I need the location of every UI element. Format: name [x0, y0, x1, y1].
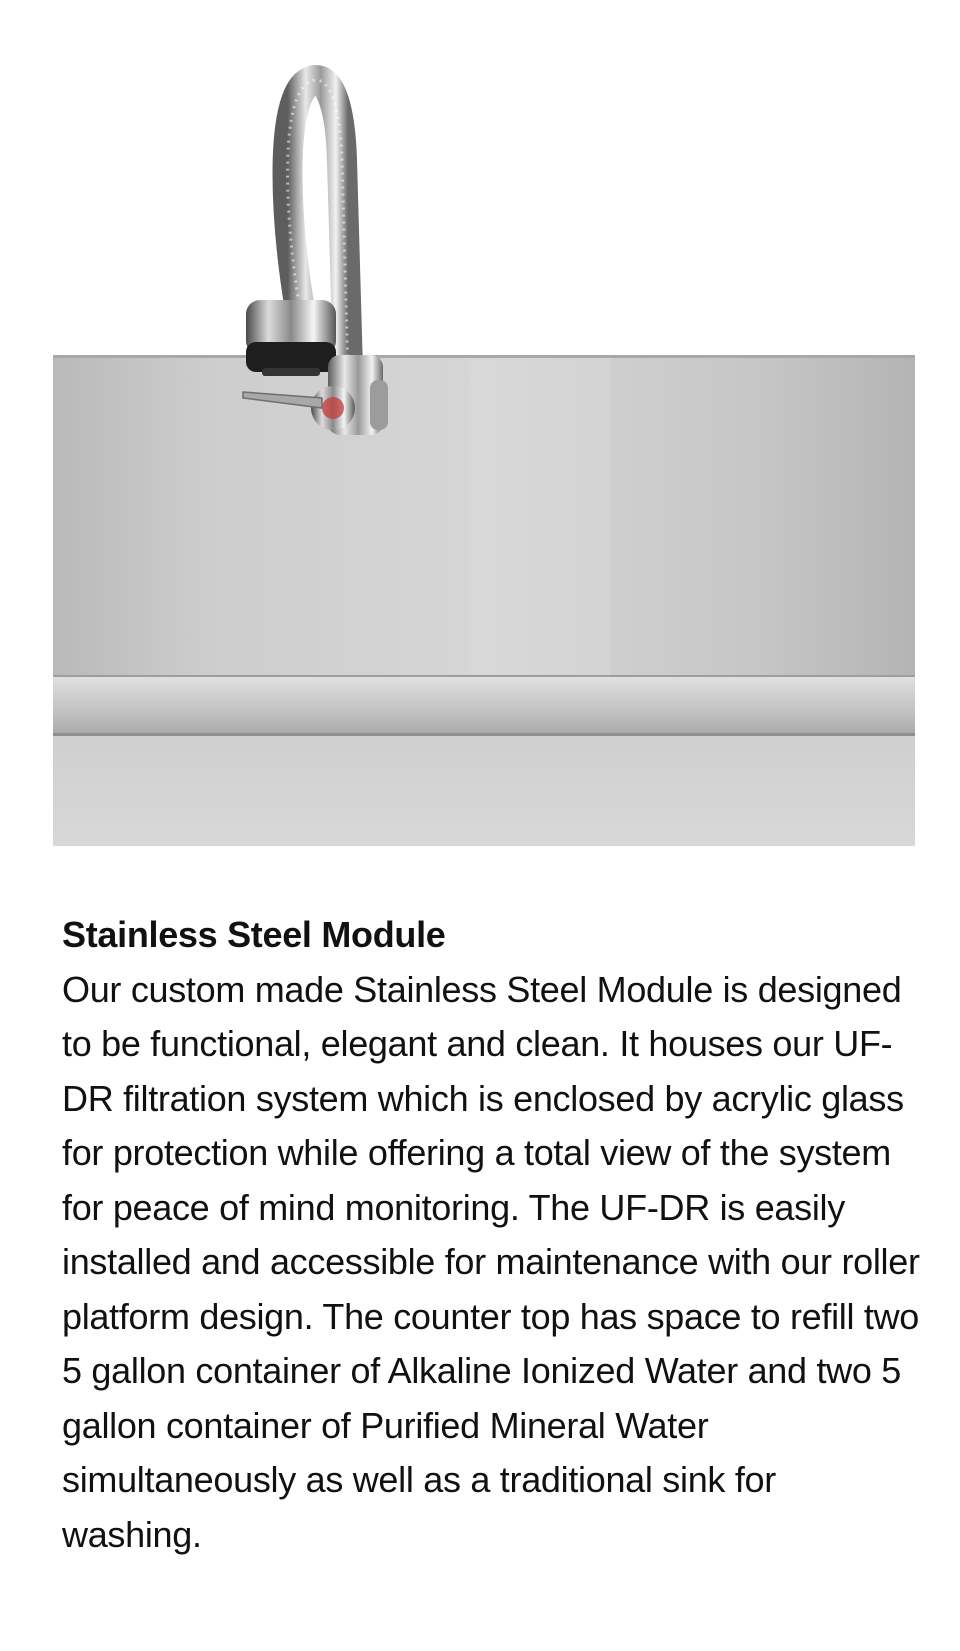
steel-rail	[53, 675, 915, 735]
product-title: Stainless Steel Module	[62, 914, 446, 955]
product-caption	[62, 908, 922, 1562]
product-description: Our custom made Stainless Steel Module is designed to be functional, elegant and clean. It houses our UF-DR filtration system which is enclosed by acrylic glass for protection while offering a total view of the system for peace of mind monitoring. The UF-DR is easily installed and accessible for maintenance with our roller platform design. The counter top has space to refill two 5 gallon container of Alkaline Ionized Water and two 5 gallon container of Purified Mineral Water simultaneously as well as a traditional sink for washing.	[62, 968, 920, 1555]
steel-cabinet-front	[53, 736, 915, 846]
